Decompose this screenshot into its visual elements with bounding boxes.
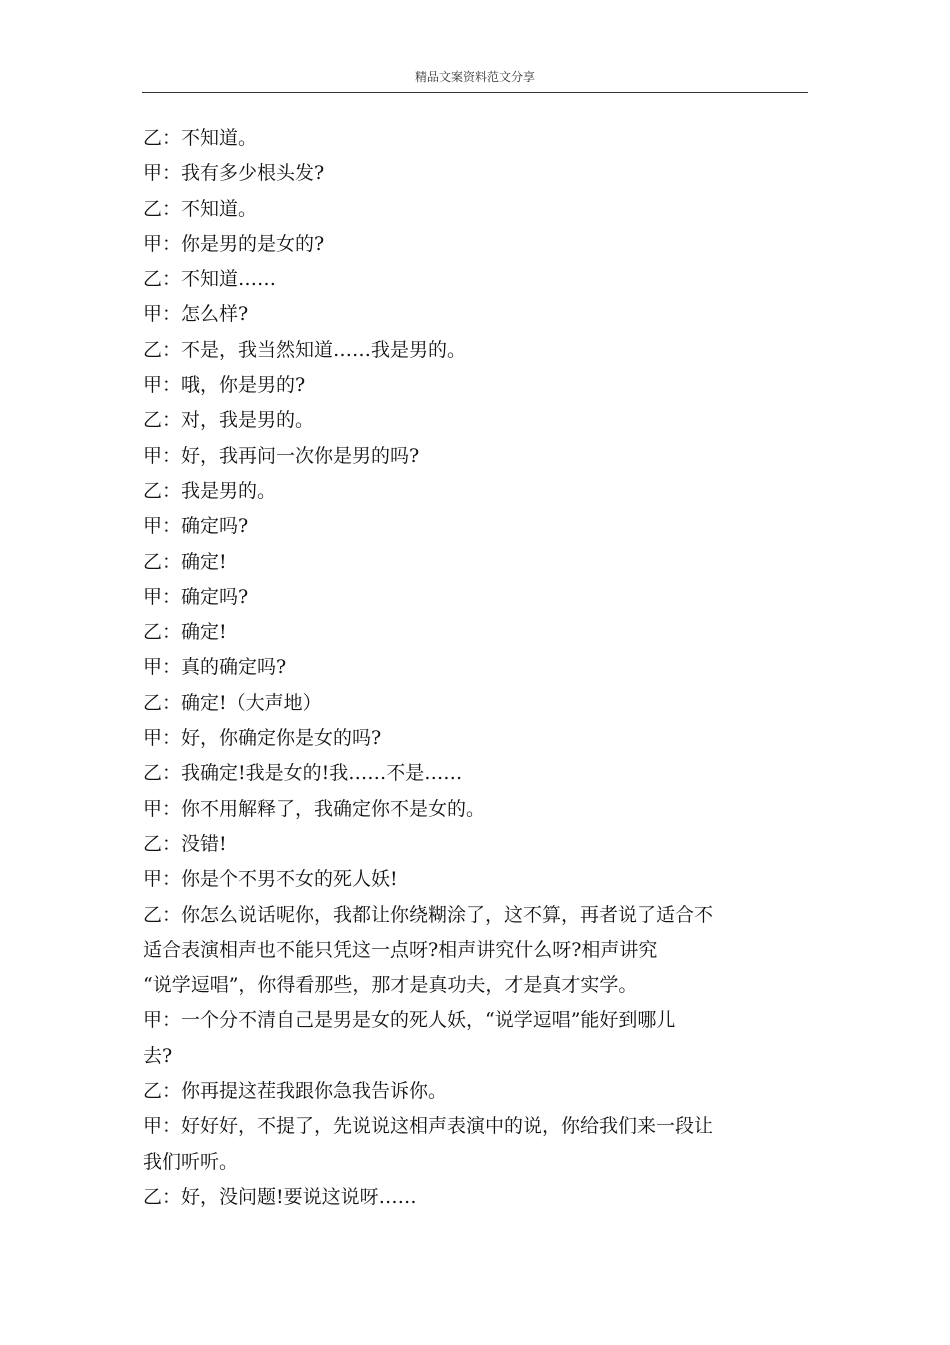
dialogue-line: 甲：确定吗? <box>143 585 249 608</box>
dialogue-line: 甲：你是个不男不女的死人妖! <box>143 868 398 891</box>
dialogue-line: 甲：你是男的是女的? <box>143 232 325 255</box>
dialogue-line: 乙：不知道。 <box>143 127 258 149</box>
dialogue-line: 甲：你不用解释了，我确定你不是女的。 <box>143 797 486 820</box>
header-title: 精品文案资料范文分享 <box>414 70 535 84</box>
dialogue-line: 乙：你怎么说话呢你，我都让你绕糊涂了，这不算，再者说了适合不 <box>143 903 714 926</box>
dialogue-line: 乙：没错! <box>143 832 227 855</box>
page-header <box>142 66 808 93</box>
dialogue-line: 甲：我有多少根头发? <box>143 162 325 185</box>
dialogue-line: 甲：好，你确定你是女的吗? <box>143 727 382 750</box>
dialogue-line: 乙：好，没问题!要说这说呀…… <box>143 1185 417 1208</box>
dialogue-line: 乙：我是男的。 <box>143 479 277 502</box>
dialogue-line: 甲：好好好，不提了，先说说这相声表演中的说，你给我们来一段让 <box>143 1115 714 1138</box>
dialogue-line: 乙：确定!（大声地） <box>143 691 322 714</box>
dialogue-line: 乙：不是，我当然知道……我是男的。 <box>143 338 467 361</box>
dialogue-line: 乙：不知道…… <box>143 268 277 291</box>
dialogue-line: 甲：一个分不清自己是男是女的死人妖，“说学逗唱”能好到哪儿 <box>143 1009 676 1032</box>
dialogue-line: 乙：我确定!我是女的!我……不是…… <box>143 762 463 785</box>
dialogue-line: 去? <box>143 1044 173 1067</box>
dialogue-line: 乙：你再提这茬我跟你急我告诉你。 <box>143 1080 448 1103</box>
dialogue-line: 甲：怎么样? <box>143 303 249 326</box>
dialogue-line: 甲：好，我再问一次你是男的吗? <box>143 444 420 467</box>
dialogue-line: 乙：确定! <box>143 550 227 573</box>
dialogue-line: 我们听听。 <box>143 1150 239 1173</box>
dialogue-line: 乙：确定! <box>143 621 227 644</box>
dialogue-line: “说学逗唱”，你得看那些，那才是真功夫，才是真才实学。 <box>143 974 638 997</box>
dialogue-line: 甲：确定吗? <box>143 515 249 538</box>
dialogue-line: 乙：对，我是男的。 <box>143 409 315 432</box>
dialogue-line: 甲：真的确定吗? <box>143 656 287 679</box>
dialogue-line: 适合表演相声也不能只凭这一点呀?相声讲究什么呀?相声讲究 <box>143 938 658 961</box>
dialogue-body <box>143 121 783 1215</box>
dialogue-line: 乙：不知道。 <box>143 197 258 220</box>
dialogue-line: 甲：哦，你是男的? <box>143 374 306 397</box>
